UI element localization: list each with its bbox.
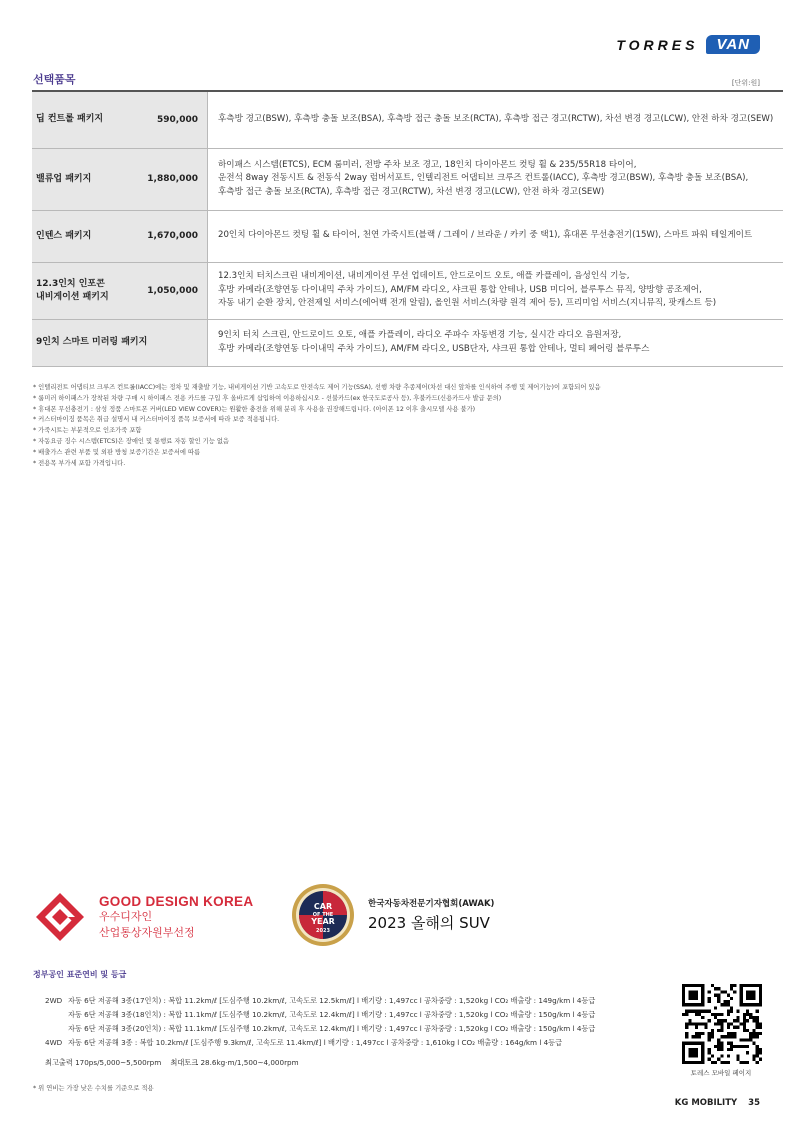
table-row <box>32 210 783 262</box>
max-power-label: 최고출력 <box>45 1058 73 1067</box>
page-number: 35 <box>748 1098 760 1108</box>
gdk-subtitle-2: 산업통상자원부선정 <box>99 925 195 939</box>
fuel-footnote: * 위 연비는 가장 낮은 수치를 기준으로 적용 <box>33 1085 154 1092</box>
good-design-korea-award <box>33 890 253 944</box>
coty-badge-year-word: YEAR <box>311 917 335 926</box>
logo-van-badge: VAN <box>706 35 760 54</box>
logo-torres-text: TORRES <box>616 36 699 53</box>
table-row <box>32 91 783 148</box>
options-table <box>32 90 783 367</box>
max-torque-value: 28.6kg·m/1,500~4,000rpm <box>200 1058 299 1067</box>
drive-type: 4WD <box>45 1038 63 1047</box>
footnote: * 가죽시트는 부분적으로 인조가죽 포함 <box>33 427 142 435</box>
fuel-spec-text: 자동 6단 저공해 3종(17인치) : 복합 11.2km/ℓ [도심주행 10.2km/ℓ, 고속도로 12.5km/ℓ] l 배기량 : 1,497cc l 공차중량 : 1,520kg l CO₂ 배출량 : 149g/km l 4등급 <box>68 996 596 1005</box>
performance-row <box>45 1056 595 1070</box>
car-of-the-year-badge-icon <box>290 882 356 948</box>
page-footer <box>675 1098 760 1108</box>
package-price: 1,670,000 <box>147 210 207 262</box>
unit-label: [단위:원] <box>731 79 760 87</box>
package-name: 9인치 스마트 미러링 패키지 <box>32 319 147 366</box>
qr-caption: 토레스 모바일 페이지 <box>690 1069 752 1077</box>
section-title: 선택품목 <box>33 73 76 86</box>
fuel-spec-text: 자동 6단 저공해 3종(20인치) : 복합 11.1km/ℓ [도심주행 10.2km/ℓ, 고속도로 12.4km/ℓ] l 배기량 : 1,497cc l 공차중량 : 1,520kg l CO₂ 배출량 : 150g/km l 4등급 <box>68 1024 596 1033</box>
package-description: 하이패스 시스템(ETCS), ECM 룸미러, 전방 주차 보조 경고, 18인치 다이아몬드 컷팅 휠 & 235/55R18 타이어, 운전석 8way 전동시트 & 전동식 2way 럼버서포트, 인텔리전트 어댑티브 크루즈 컨트롤(IACC), 후측방 경고(BSW), 후측방 충돌 보조(BSA), 후측방 접근 충돌 보조(RCTA), 후측방 접근 경고(RCTW), 차선 변경 경고(LCW), 안전 하차 경고(SEW) <box>207 148 783 210</box>
table-row <box>32 319 783 366</box>
coty-organization: 한국자동차전문기자협회(AWAK) <box>368 899 495 909</box>
coty-badge-year: 2023 <box>316 928 330 934</box>
package-price: 1,050,000 <box>147 262 207 319</box>
max-torque-label: 최대토크 <box>170 1058 199 1067</box>
package-description: 후측방 경고(BSW), 후측방 충돌 보조(BSA), 후측방 접근 충돌 보조(RCTA), 후측방 접근 경고(RCTW), 차선 변경 경고(LCW), 안전 하차 경고(SEW) <box>207 91 783 148</box>
package-description: 20인치 다이아몬드 컷팅 휠 & 타이어, 천연 가죽시트(블랙 / 그레이 / 브라운 / 카키 중 택1), 휴대폰 무선충전기(15W), 스마트 파워 테일게이트 <box>207 210 783 262</box>
package-price: 1,880,000 <box>147 148 207 210</box>
fuel-spec-text: 자동 6단 저공해 3종 : 복합 10.2km/ℓ [도심주행 9.3km/ℓ, 고속도로 11.4km/ℓ] l 배기량 : 1,497cc l 공차중량 : 1,610kg l CO₂ 배출량 : 164g/km l 4등급 <box>68 1038 563 1047</box>
package-name: 인텐스 패키지 <box>32 210 147 262</box>
package-description: 12.3인치 터치스크린 내비게이션, 내비게이션 무선 업데이트, 안드로이드 오토, 애플 카플레이, 음성인식 기능, 후방 카메라(조향연동 다이내믹 주차 가이드), AM/FM 라디오, 샤크핀 통합 안테나, USB 미디어, 블루투스 뮤직, 양방향 공조제어, 자동 내기 순환 장치, 안전제일 서비스(에어백 전개 알림), 올인원 서비스(차량 원격 제어 등), 프리미엄 서비스(지니뮤직, 팟캐스트 등) <box>207 262 783 319</box>
coty-award-title: 2023 올해의 SUV <box>368 914 490 932</box>
fuel-spec-text: 자동 6단 저공해 3종(18인치) : 복합 11.1km/ℓ [도심주행 10.2km/ℓ, 고속도로 12.4km/ℓ] l 배기량 : 1,497cc l 공차중량 : 1,520kg l CO₂ 배출량 : 150g/km l 4등급 <box>68 1010 596 1019</box>
fuel-specs <box>45 994 595 1070</box>
fuel-row <box>45 994 595 1008</box>
footnote: * 룸미러 하이패스가 장착된 차량 구매 시 하이패스 전용 카드를 구입 후 올바르게 삽입하여 이용하십시오 - 선불카드(ex 한국도로공사 등), 후불카드(신용카드사 발급 문의) <box>33 394 502 402</box>
qr-code-icon[interactable] <box>682 984 762 1064</box>
footnote: * 휴대폰 무선충전기 : 삼성 정품 스마트폰 커버(LED VIEW COVER)는 원활한 충전을 위해 분리 후 사용을 권장해드립니다. (아이폰 12 이후 출시모델 사용 불가) <box>33 405 476 413</box>
fuel-row <box>45 1008 595 1022</box>
footer-brand: KG MOBILITY <box>674 1098 738 1108</box>
package-name: 12.3인치 인포콘 내비게이션 패키지 <box>32 262 147 319</box>
max-power-value: 170ps/5,000~5,500rpm <box>75 1058 162 1067</box>
car-of-the-year-award <box>290 882 494 948</box>
gdk-subtitle-1: 우수디자인 <box>99 909 153 923</box>
table-row <box>32 262 783 319</box>
footnote: * 인텔리전트 어댑티브 크루즈 컨트롤(IACC)에는 정차 및 재출발 기능, 내비게이션 기반 고속도로 안전속도 제어 기능(SSA), 선행 차량 추종제어(차선 대신 앞차를 인식하여 주행 및 제어기능)이 포함되어 있음 <box>33 384 601 391</box>
fuel-row <box>45 1036 595 1050</box>
drive-type: 2WD <box>45 996 63 1005</box>
fuel-row <box>45 1022 595 1036</box>
coty-badge-car: CAR <box>313 902 333 911</box>
package-price <box>147 319 207 366</box>
footnote: * 배출가스 관련 부품 및 외판 방청 보증기간은 보증서에 따름 <box>33 448 201 456</box>
gdk-title: GOOD DESIGN KOREA <box>99 893 254 909</box>
footnote: * 커스터마이징 품목은 취급 설명서 내 커스터마이징 품목 보증서에 따라 보증 적용됩니다. <box>33 416 280 424</box>
table-row <box>32 148 783 210</box>
footnotes <box>33 383 601 469</box>
coty-badge-ofthe: OF THE <box>312 912 334 918</box>
package-price: 590,000 <box>147 91 207 148</box>
package-description: 9인치 터치 스크린, 안드로이드 오토, 애플 카플레이, 라디오 주파수 자동변경 기능, 실시간 라디오 음원저장, 후방 카메라(조향연동 다이내믹 주차 가이드), AM/FM 라디오, USB단자, 샤크핀 통합 안테나, 멀티 페어링 블루투스 <box>207 319 783 366</box>
footnote: * 자동요금 징수 시스템(ETCS)은 장애인 및 통행료 자동 할인 기능 없음 <box>33 437 229 445</box>
fuel-section-title: 정부공인 표준연비 및 등급 <box>33 970 127 979</box>
torres-van-logo <box>616 35 760 54</box>
package-name: 밸류업 패키지 <box>32 148 147 210</box>
good-design-logo-icon <box>33 890 87 944</box>
footnote: * 전용목 부가세 포함 가격입니다. <box>33 459 126 467</box>
package-name: 딥 컨트롤 패키지 <box>32 91 147 148</box>
